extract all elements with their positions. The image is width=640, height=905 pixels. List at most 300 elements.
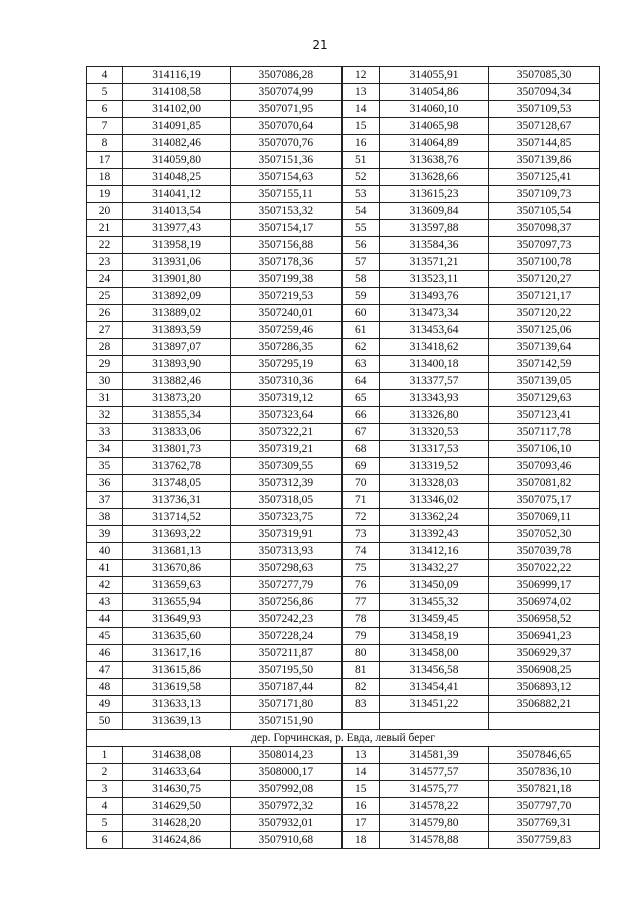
point-number-cell: 4 [87, 67, 123, 84]
table-row [87, 441, 600, 458]
x-coordinate-cell [380, 713, 489, 730]
table-row [87, 322, 600, 339]
point-number-cell: 47 [87, 662, 123, 679]
y-coordinate-cell: 3506958,52 [489, 611, 600, 628]
point-number-cell: 73 [342, 526, 380, 543]
point-number-cell: 30 [87, 373, 123, 390]
y-coordinate-cell [489, 713, 600, 730]
x-coordinate-cell: 313892,09 [123, 288, 231, 305]
x-coordinate-cell: 313833,06 [123, 424, 231, 441]
y-coordinate-cell: 3507259,46 [231, 322, 342, 339]
y-coordinate-cell: 3507155,11 [231, 186, 342, 203]
x-coordinate-cell: 313326,80 [380, 407, 489, 424]
point-number-cell: 1 [87, 747, 123, 764]
y-coordinate-cell: 3507070,64 [231, 118, 342, 135]
x-coordinate-cell: 313319,52 [380, 458, 489, 475]
x-coordinate-cell: 313392,43 [380, 526, 489, 543]
point-number-cell: 74 [342, 543, 380, 560]
x-coordinate-cell: 313320,53 [380, 424, 489, 441]
point-number-cell: 41 [87, 560, 123, 577]
point-number-cell: 13 [342, 84, 380, 101]
point-number-cell: 22 [87, 237, 123, 254]
x-coordinate-cell: 313748,05 [123, 475, 231, 492]
point-number-cell: 17 [87, 152, 123, 169]
x-coordinate-cell: 314048,25 [123, 169, 231, 186]
y-coordinate-cell: 3507154,63 [231, 169, 342, 186]
point-number-cell: 38 [87, 509, 123, 526]
x-coordinate-cell: 313458,19 [380, 628, 489, 645]
table-row [87, 713, 600, 730]
x-coordinate-cell: 314065,98 [380, 118, 489, 135]
x-coordinate-cell: 313346,02 [380, 492, 489, 509]
y-coordinate-cell: 3507139,05 [489, 373, 600, 390]
x-coordinate-cell: 313400,18 [380, 356, 489, 373]
y-coordinate-cell: 3507199,38 [231, 271, 342, 288]
point-number-cell: 14 [342, 101, 380, 118]
table-row [87, 169, 600, 186]
x-coordinate-cell: 314054,86 [380, 84, 489, 101]
table-row [87, 288, 600, 305]
point-number-cell: 24 [87, 271, 123, 288]
point-number-cell: 53 [342, 186, 380, 203]
x-coordinate-cell: 314633,64 [123, 764, 231, 781]
table-row [87, 84, 600, 101]
x-coordinate-cell: 313635,60 [123, 628, 231, 645]
x-coordinate-cell: 313615,23 [380, 186, 489, 203]
point-number-cell: 46 [87, 645, 123, 662]
y-coordinate-cell: 3507081,82 [489, 475, 600, 492]
y-coordinate-cell: 3507109,73 [489, 186, 600, 203]
y-coordinate-cell: 3507100,78 [489, 254, 600, 271]
x-coordinate-cell: 313343,93 [380, 390, 489, 407]
y-coordinate-cell: 3507120,27 [489, 271, 600, 288]
x-coordinate-cell: 313523,11 [380, 271, 489, 288]
point-number-cell: 59 [342, 288, 380, 305]
x-coordinate-cell: 313873,20 [123, 390, 231, 407]
y-coordinate-cell: 3507319,91 [231, 526, 342, 543]
y-coordinate-cell: 3507139,86 [489, 152, 600, 169]
point-number-cell: 32 [87, 407, 123, 424]
x-coordinate-cell: 313659,63 [123, 577, 231, 594]
y-coordinate-cell: 3507759,83 [489, 832, 600, 849]
x-coordinate-cell: 313633,13 [123, 696, 231, 713]
point-number-cell: 33 [87, 424, 123, 441]
y-coordinate-cell: 3507846,65 [489, 747, 600, 764]
point-number-cell: 27 [87, 322, 123, 339]
x-coordinate-cell: 313931,06 [123, 254, 231, 271]
point-number-cell: 18 [342, 832, 380, 849]
y-coordinate-cell: 3507319,21 [231, 441, 342, 458]
x-coordinate-cell: 314091,85 [123, 118, 231, 135]
x-coordinate-cell: 313893,90 [123, 356, 231, 373]
x-coordinate-cell: 314082,46 [123, 135, 231, 152]
point-number-cell: 14 [342, 764, 380, 781]
point-number-cell: 70 [342, 475, 380, 492]
y-coordinate-cell: 3507069,11 [489, 509, 600, 526]
point-number-cell: 79 [342, 628, 380, 645]
point-number-cell: 76 [342, 577, 380, 594]
point-number-cell: 75 [342, 560, 380, 577]
x-coordinate-cell: 313412,16 [380, 543, 489, 560]
y-coordinate-cell: 3507295,19 [231, 356, 342, 373]
table-row [87, 526, 600, 543]
point-number-cell: 77 [342, 594, 380, 611]
y-coordinate-cell: 3508000,17 [231, 764, 342, 781]
point-number-cell: 21 [87, 220, 123, 237]
x-coordinate-cell: 314059,80 [123, 152, 231, 169]
table-row [87, 424, 600, 441]
table-row [87, 407, 600, 424]
table-row [87, 339, 600, 356]
x-coordinate-cell: 314577,57 [380, 764, 489, 781]
table-row [87, 662, 600, 679]
table-row [87, 543, 600, 560]
x-coordinate-cell: 313714,52 [123, 509, 231, 526]
x-coordinate-cell: 314102,00 [123, 101, 231, 118]
y-coordinate-cell: 3507319,12 [231, 390, 342, 407]
x-coordinate-cell: 313377,57 [380, 373, 489, 390]
point-number-cell: 19 [87, 186, 123, 203]
y-coordinate-cell: 3506882,21 [489, 696, 600, 713]
point-number-cell: 71 [342, 492, 380, 509]
y-coordinate-cell: 3507256,86 [231, 594, 342, 611]
y-coordinate-cell: 3507322,21 [231, 424, 342, 441]
point-number-cell: 2 [87, 764, 123, 781]
table-row [87, 356, 600, 373]
point-number-cell: 29 [87, 356, 123, 373]
x-coordinate-cell: 314060,10 [380, 101, 489, 118]
point-number-cell: 61 [342, 322, 380, 339]
y-coordinate-cell: 3508014,23 [231, 747, 342, 764]
x-coordinate-cell: 313418,62 [380, 339, 489, 356]
y-coordinate-cell: 3506929,37 [489, 645, 600, 662]
x-coordinate-cell: 313456,58 [380, 662, 489, 679]
y-coordinate-cell: 3507318,05 [231, 492, 342, 509]
table-row [87, 271, 600, 288]
point-number-cell: 5 [87, 815, 123, 832]
table-row [87, 135, 600, 152]
table-row [87, 152, 600, 169]
point-number-cell: 31 [87, 390, 123, 407]
y-coordinate-cell: 3507277,79 [231, 577, 342, 594]
y-coordinate-cell: 3507075,17 [489, 492, 600, 509]
y-coordinate-cell: 3507105,54 [489, 203, 600, 220]
point-number-cell: 64 [342, 373, 380, 390]
point-number-cell: 78 [342, 611, 380, 628]
point-number-cell: 7 [87, 118, 123, 135]
point-number-cell: 68 [342, 441, 380, 458]
x-coordinate-cell: 313638,76 [380, 152, 489, 169]
y-coordinate-cell: 3507109,53 [489, 101, 600, 118]
table-row [87, 577, 600, 594]
x-coordinate-cell: 313455,32 [380, 594, 489, 611]
table-row [87, 458, 600, 475]
point-number-cell: 42 [87, 577, 123, 594]
y-coordinate-cell: 3506908,25 [489, 662, 600, 679]
y-coordinate-cell: 3507129,63 [489, 390, 600, 407]
point-number-cell: 51 [342, 152, 380, 169]
y-coordinate-cell: 3507070,76 [231, 135, 342, 152]
point-number-cell: 82 [342, 679, 380, 696]
y-coordinate-cell: 3507219,53 [231, 288, 342, 305]
y-coordinate-cell: 3507313,93 [231, 543, 342, 560]
point-number-cell: 81 [342, 662, 380, 679]
y-coordinate-cell: 3507120,22 [489, 305, 600, 322]
point-number-cell: 60 [342, 305, 380, 322]
x-coordinate-cell: 313977,43 [123, 220, 231, 237]
y-coordinate-cell: 3507769,31 [489, 815, 600, 832]
x-coordinate-cell: 313454,41 [380, 679, 489, 696]
table-row [87, 237, 600, 254]
x-coordinate-cell: 313762,78 [123, 458, 231, 475]
table-row [87, 101, 600, 118]
point-number-cell: 16 [342, 135, 380, 152]
point-number-cell: 54 [342, 203, 380, 220]
y-coordinate-cell: 3507932,01 [231, 815, 342, 832]
y-coordinate-cell: 3507797,70 [489, 798, 600, 815]
point-number-cell: 12 [342, 67, 380, 84]
y-coordinate-cell: 3507125,06 [489, 322, 600, 339]
x-coordinate-cell: 313450,09 [380, 577, 489, 594]
point-number-cell: 55 [342, 220, 380, 237]
point-number-cell: 67 [342, 424, 380, 441]
x-coordinate-cell: 314064,89 [380, 135, 489, 152]
y-coordinate-cell: 3507309,55 [231, 458, 342, 475]
point-number-cell: 45 [87, 628, 123, 645]
y-coordinate-cell: 3507052,30 [489, 526, 600, 543]
point-number-cell: 5 [87, 84, 123, 101]
y-coordinate-cell: 3507123,41 [489, 407, 600, 424]
y-coordinate-cell: 3507312,39 [231, 475, 342, 492]
y-coordinate-cell: 3506974,02 [489, 594, 600, 611]
x-coordinate-cell: 314578,22 [380, 798, 489, 815]
x-coordinate-cell: 313649,93 [123, 611, 231, 628]
x-coordinate-cell: 313458,00 [380, 645, 489, 662]
x-coordinate-cell: 313615,86 [123, 662, 231, 679]
x-coordinate-cell: 313958,19 [123, 237, 231, 254]
point-number-cell: 20 [87, 203, 123, 220]
table-row [87, 186, 600, 203]
point-number-cell: 58 [342, 271, 380, 288]
x-coordinate-cell: 313893,59 [123, 322, 231, 339]
y-coordinate-cell: 3507139,64 [489, 339, 600, 356]
x-coordinate-cell: 314041,12 [123, 186, 231, 203]
y-coordinate-cell: 3507093,46 [489, 458, 600, 475]
point-number-cell [342, 713, 380, 730]
x-coordinate-cell: 313609,84 [380, 203, 489, 220]
x-coordinate-cell: 313432,27 [380, 560, 489, 577]
coordinates-table [86, 66, 600, 849]
y-coordinate-cell: 3507286,35 [231, 339, 342, 356]
table-row [87, 67, 600, 84]
y-coordinate-cell: 3507125,41 [489, 169, 600, 186]
y-coordinate-cell: 3507178,36 [231, 254, 342, 271]
x-coordinate-cell: 313639,13 [123, 713, 231, 730]
x-coordinate-cell: 314638,08 [123, 747, 231, 764]
y-coordinate-cell: 3507836,10 [489, 764, 600, 781]
x-coordinate-cell: 314624,86 [123, 832, 231, 849]
y-coordinate-cell: 3507153,32 [231, 203, 342, 220]
x-coordinate-cell: 313628,66 [380, 169, 489, 186]
x-coordinate-cell: 313571,21 [380, 254, 489, 271]
y-coordinate-cell: 3507187,44 [231, 679, 342, 696]
point-number-cell: 6 [87, 832, 123, 849]
table-row [87, 815, 600, 832]
x-coordinate-cell: 313882,46 [123, 373, 231, 390]
x-coordinate-cell: 313889,02 [123, 305, 231, 322]
point-number-cell: 15 [342, 118, 380, 135]
y-coordinate-cell: 3507128,67 [489, 118, 600, 135]
x-coordinate-cell: 313655,94 [123, 594, 231, 611]
point-number-cell: 4 [87, 798, 123, 815]
table-row [87, 696, 600, 713]
table-row [87, 594, 600, 611]
y-coordinate-cell: 3507154,17 [231, 220, 342, 237]
point-number-cell: 35 [87, 458, 123, 475]
x-coordinate-cell: 313617,16 [123, 645, 231, 662]
point-number-cell: 56 [342, 237, 380, 254]
table-row [87, 798, 600, 815]
y-coordinate-cell: 3507910,68 [231, 832, 342, 849]
point-number-cell: 17 [342, 815, 380, 832]
point-number-cell: 18 [87, 169, 123, 186]
y-coordinate-cell: 3507821,18 [489, 781, 600, 798]
table-row [87, 373, 600, 390]
y-coordinate-cell: 3507240,01 [231, 305, 342, 322]
table-row [87, 679, 600, 696]
point-number-cell: 13 [342, 747, 380, 764]
table-row [87, 390, 600, 407]
y-coordinate-cell: 3507094,34 [489, 84, 600, 101]
point-number-cell: 16 [342, 798, 380, 815]
point-number-cell: 83 [342, 696, 380, 713]
y-coordinate-cell: 3507298,63 [231, 560, 342, 577]
x-coordinate-cell: 314629,50 [123, 798, 231, 815]
y-coordinate-cell: 3507151,90 [231, 713, 342, 730]
y-coordinate-cell: 3507323,64 [231, 407, 342, 424]
y-coordinate-cell: 3507992,08 [231, 781, 342, 798]
table-row [87, 611, 600, 628]
point-number-cell: 72 [342, 509, 380, 526]
table-row [87, 203, 600, 220]
table-row [87, 254, 600, 271]
x-coordinate-cell: 314578,88 [380, 832, 489, 849]
point-number-cell: 57 [342, 254, 380, 271]
y-coordinate-cell: 3507022,22 [489, 560, 600, 577]
x-coordinate-cell: 313317,53 [380, 441, 489, 458]
x-coordinate-cell: 314116,19 [123, 67, 231, 84]
point-number-cell: 66 [342, 407, 380, 424]
y-coordinate-cell: 3507211,87 [231, 645, 342, 662]
table-row [87, 628, 600, 645]
point-number-cell: 49 [87, 696, 123, 713]
y-coordinate-cell: 3507142,59 [489, 356, 600, 373]
y-coordinate-cell: 3507242,23 [231, 611, 342, 628]
x-coordinate-cell: 314579,80 [380, 815, 489, 832]
table-row [87, 509, 600, 526]
y-coordinate-cell: 3507085,30 [489, 67, 600, 84]
table-row [87, 832, 600, 849]
point-number-cell: 26 [87, 305, 123, 322]
table-row [87, 118, 600, 135]
page-number: 21 [312, 38, 328, 52]
y-coordinate-cell: 3507972,32 [231, 798, 342, 815]
point-number-cell: 3 [87, 781, 123, 798]
y-coordinate-cell: 3507156,88 [231, 237, 342, 254]
y-coordinate-cell: 3507098,37 [489, 220, 600, 237]
table-row [87, 305, 600, 322]
y-coordinate-cell: 3507039,78 [489, 543, 600, 560]
point-number-cell: 80 [342, 645, 380, 662]
table-row [87, 764, 600, 781]
y-coordinate-cell: 3507071,95 [231, 101, 342, 118]
point-number-cell: 37 [87, 492, 123, 509]
table-row [87, 781, 600, 798]
point-number-cell: 34 [87, 441, 123, 458]
point-number-cell: 48 [87, 679, 123, 696]
y-coordinate-cell: 3507310,36 [231, 373, 342, 390]
x-coordinate-cell: 313855,34 [123, 407, 231, 424]
table-row [87, 475, 600, 492]
x-coordinate-cell: 314013,54 [123, 203, 231, 220]
y-coordinate-cell: 3507171,80 [231, 696, 342, 713]
table-row [87, 560, 600, 577]
y-coordinate-cell: 3507074,99 [231, 84, 342, 101]
y-coordinate-cell: 3507106,10 [489, 441, 600, 458]
x-coordinate-cell: 313453,64 [380, 322, 489, 339]
y-coordinate-cell: 3507144,85 [489, 135, 600, 152]
x-coordinate-cell: 313619,58 [123, 679, 231, 696]
y-coordinate-cell: 3507086,28 [231, 67, 342, 84]
x-coordinate-cell: 313897,07 [123, 339, 231, 356]
table-row [87, 645, 600, 662]
point-number-cell: 62 [342, 339, 380, 356]
x-coordinate-cell: 313736,31 [123, 492, 231, 509]
y-coordinate-cell: 3507121,17 [489, 288, 600, 305]
point-number-cell: 39 [87, 526, 123, 543]
x-coordinate-cell: 314628,20 [123, 815, 231, 832]
x-coordinate-cell: 313451,22 [380, 696, 489, 713]
x-coordinate-cell: 313693,22 [123, 526, 231, 543]
x-coordinate-cell: 313901,80 [123, 271, 231, 288]
point-number-cell: 15 [342, 781, 380, 798]
point-number-cell: 23 [87, 254, 123, 271]
x-coordinate-cell: 313681,13 [123, 543, 231, 560]
x-coordinate-cell: 314575,77 [380, 781, 489, 798]
x-coordinate-cell: 313597,88 [380, 220, 489, 237]
table-row [87, 747, 600, 764]
point-number-cell: 25 [87, 288, 123, 305]
y-coordinate-cell: 3507151,36 [231, 152, 342, 169]
x-coordinate-cell: 313670,86 [123, 560, 231, 577]
y-coordinate-cell: 3507195,50 [231, 662, 342, 679]
x-coordinate-cell: 314581,39 [380, 747, 489, 764]
x-coordinate-cell: 314055,91 [380, 67, 489, 84]
y-coordinate-cell: 3506941,23 [489, 628, 600, 645]
point-number-cell: 28 [87, 339, 123, 356]
point-number-cell: 52 [342, 169, 380, 186]
point-number-cell: 69 [342, 458, 380, 475]
y-coordinate-cell: 3507117,78 [489, 424, 600, 441]
table-row [87, 492, 600, 509]
point-number-cell: 40 [87, 543, 123, 560]
point-number-cell: 44 [87, 611, 123, 628]
y-coordinate-cell: 3507097,73 [489, 237, 600, 254]
y-coordinate-cell: 3507228,24 [231, 628, 342, 645]
y-coordinate-cell: 3506999,17 [489, 577, 600, 594]
x-coordinate-cell: 313493,76 [380, 288, 489, 305]
x-coordinate-cell: 314108,58 [123, 84, 231, 101]
